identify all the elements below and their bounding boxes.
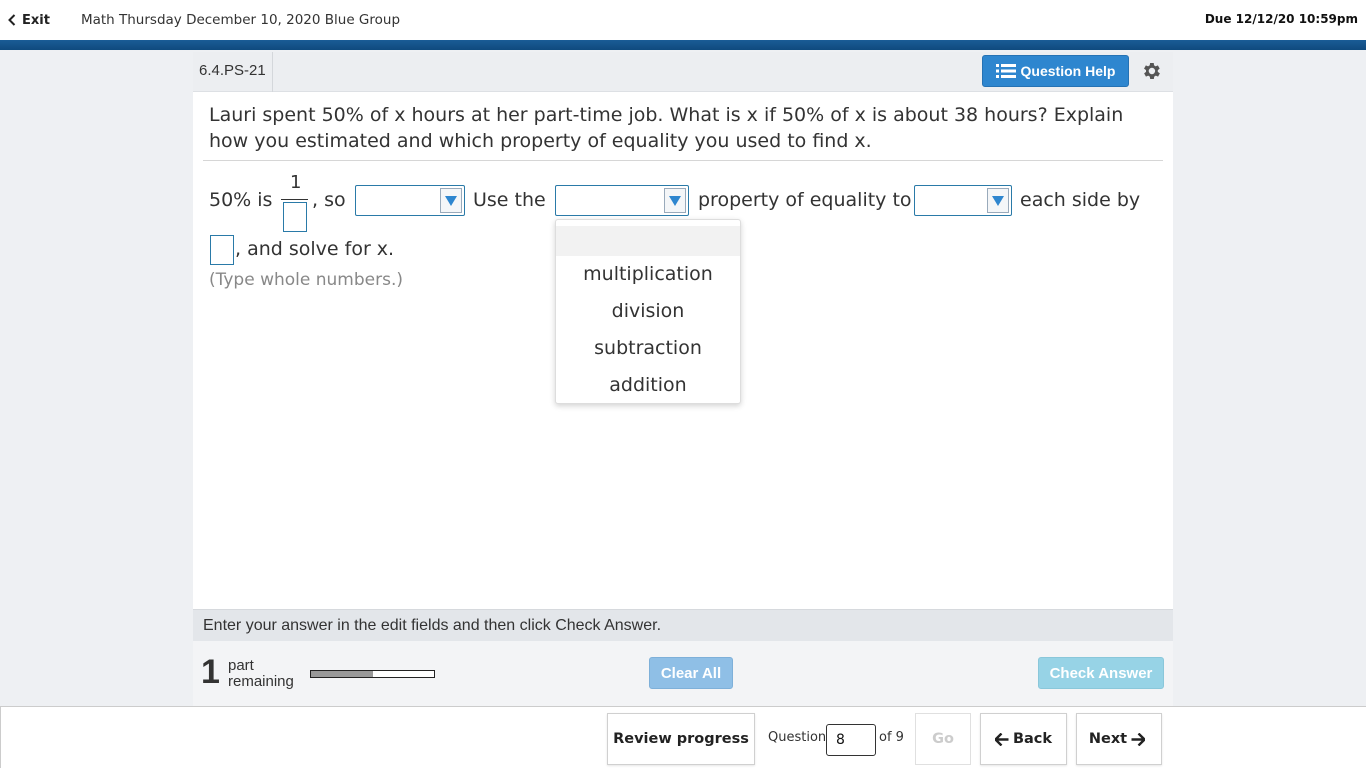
- question-total-label: of 9: [879, 730, 904, 745]
- question-id: 6.4.PS-21: [193, 52, 273, 92]
- back-button[interactable]: [980, 713, 1067, 765]
- clear-all-button[interactable]: Clear All: [649, 657, 733, 689]
- bottom-nav: [0, 706, 1366, 768]
- parts-remaining-count: 1: [201, 653, 220, 691]
- assignment-title: Math Thursday December 10, 2020 Blue Group: [80, 12, 401, 28]
- question-prompt: Lauri spent 50% of x hours at her part-time job. What is x if 50% of x is about 38 hours? Explain how you estimated and which property of equality you used to find x.: [209, 104, 1124, 152]
- chevron-left-icon: [8, 14, 16, 26]
- header-stripe: [0, 40, 1366, 50]
- dropdown-option-subtraction[interactable]: subtraction: [594, 337, 702, 359]
- progress-bar: [310, 670, 435, 678]
- arrow-right-icon: [1131, 733, 1145, 746]
- question-help-label: Question Help: [1020, 63, 1116, 79]
- gear-icon[interactable]: [1140, 60, 1162, 82]
- dropdown-option-blank[interactable]: [556, 226, 740, 256]
- hint-text: (Type whole numbers.): [209, 270, 403, 290]
- dropdown-option-addition[interactable]: addition: [609, 374, 687, 396]
- due-date: Due 12/12/20 10:59pm: [1204, 12, 1358, 26]
- divider: [203, 160, 1163, 161]
- fraction-numerator: 1: [290, 172, 302, 193]
- instruction-bar: Enter your answer in the edit fields and then click Check Answer.: [193, 609, 1173, 641]
- answer-text-solve: , and solve for x.: [235, 238, 395, 260]
- answer-text-use-the: Use the: [473, 189, 546, 211]
- dropdown-arrow: [987, 188, 1009, 213]
- arrow-left-icon: [995, 733, 1009, 746]
- remaining-label: remaining: [228, 673, 294, 690]
- check-answer-button[interactable]: Check Answer: [1038, 657, 1164, 689]
- parts-remaining-label: [228, 658, 294, 690]
- next-label: Next: [1088, 731, 1128, 747]
- dropdown-arrow: [664, 188, 686, 213]
- property-dropdown[interactable]: [555, 185, 689, 216]
- dropdown-arrow: [440, 188, 462, 213]
- go-button[interactable]: Go: [915, 713, 971, 765]
- answer-text-property: property of equality to: [698, 189, 912, 211]
- question-nav-label: Question: [768, 730, 827, 745]
- caret-down-icon: [992, 196, 1004, 206]
- question-number-input[interactable]: [826, 724, 876, 756]
- property-dropdown-menu: [555, 219, 741, 404]
- exit-button[interactable]: [8, 13, 50, 28]
- answer-text-so: , so: [312, 189, 346, 211]
- caret-down-icon: [669, 196, 681, 206]
- next-button[interactable]: [1076, 713, 1162, 765]
- answer-text-50-percent: 50% is: [209, 189, 273, 211]
- dropdown-option-multiplication[interactable]: multiplication: [583, 263, 713, 285]
- fraction-denominator-input[interactable]: [283, 202, 307, 232]
- operation-dropdown[interactable]: [914, 185, 1012, 216]
- answer-footer: [193, 641, 1173, 706]
- fraction-bar: [281, 199, 308, 200]
- answer-text-each-side: each side by: [1020, 189, 1141, 211]
- top-bar: [0, 0, 1366, 40]
- progress-fill: [311, 671, 373, 677]
- review-progress-button[interactable]: Review progress: [607, 713, 755, 765]
- back-label: Back: [1012, 731, 1053, 747]
- exit-label: Exit: [22, 12, 50, 28]
- question-panel: [193, 52, 1173, 706]
- part-label: part: [228, 657, 254, 674]
- caret-down-icon: [445, 196, 457, 206]
- list-icon: [996, 64, 1016, 78]
- question-help-button[interactable]: [982, 55, 1129, 87]
- question-header: [193, 52, 1173, 92]
- divisor-input[interactable]: [210, 235, 234, 265]
- estimate-dropdown[interactable]: [355, 185, 465, 216]
- dropdown-option-division[interactable]: division: [611, 300, 685, 322]
